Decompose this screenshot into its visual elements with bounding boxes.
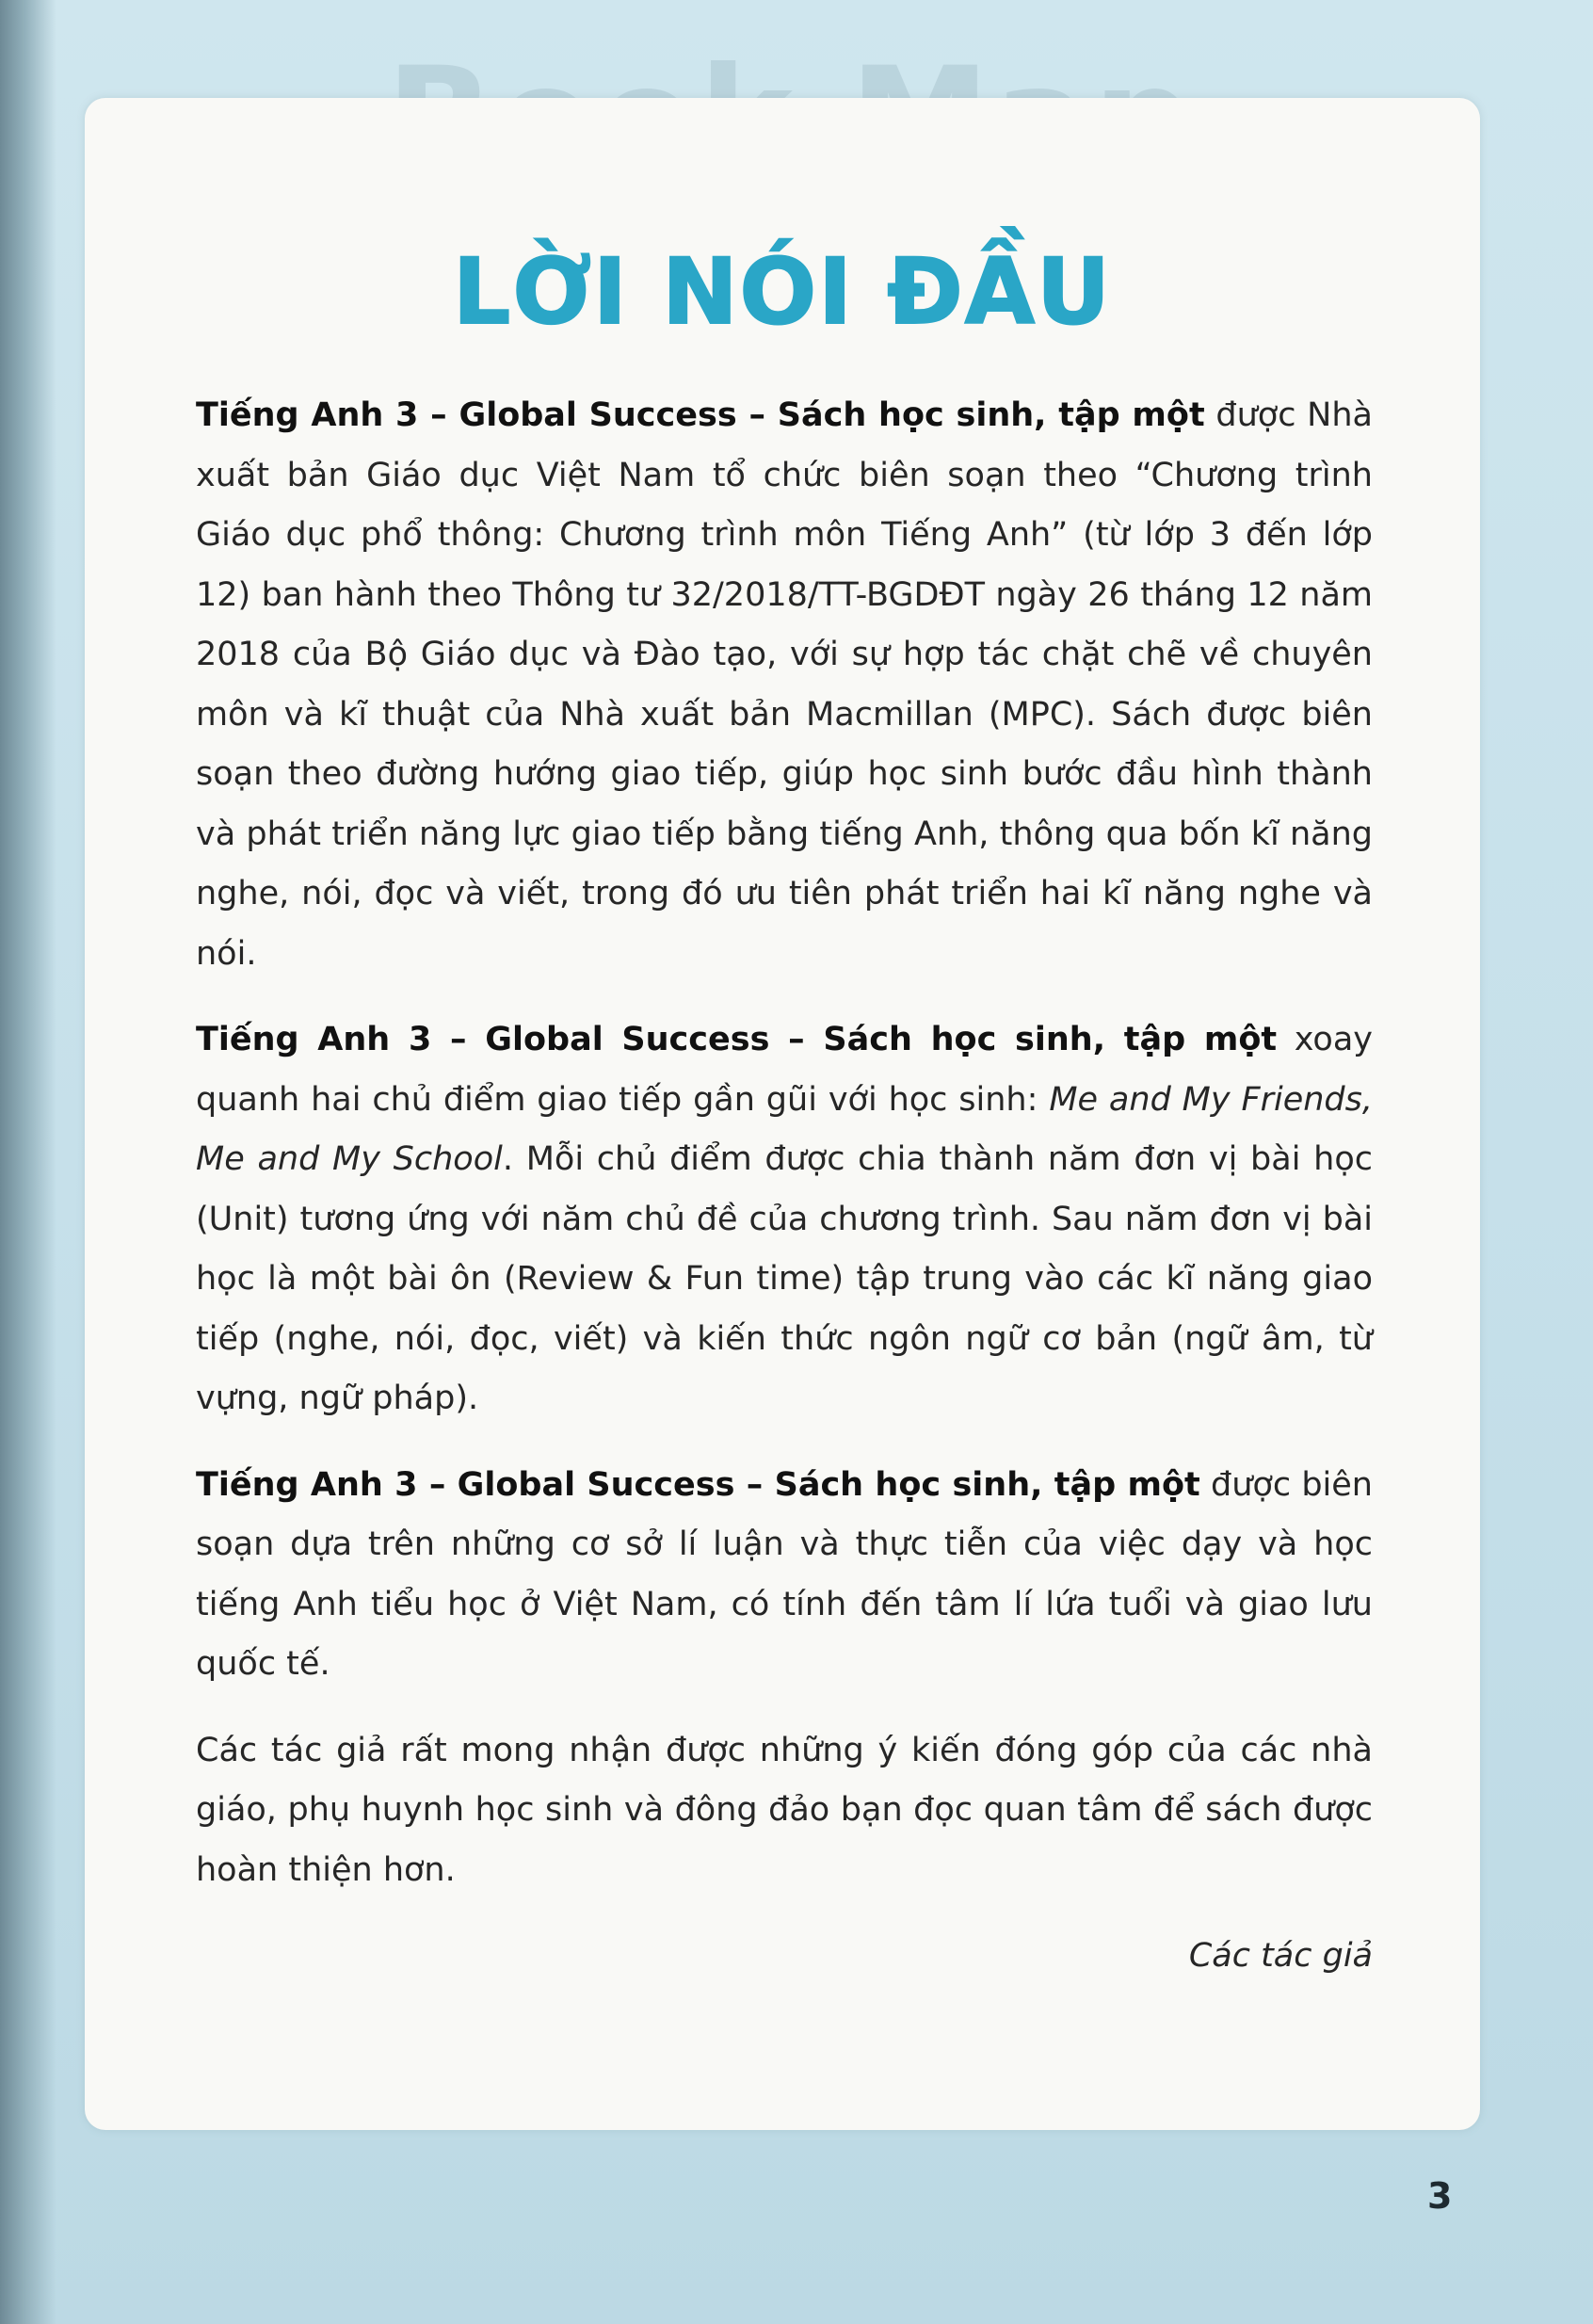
preface-card — [85, 98, 1480, 2130]
paragraph-text: được Nhà xuất bản Giáo dục Việt Nam tổ chức biên soạn theo “Chương trình Giáo dục phổ thông: Chương trình môn Tiếng Anh” (từ lớp 3 đến lớp 12) ban hành theo Thông tư 32/2018/TT-BGDĐT ngày 26 tháng 12 năm 2018 của Bộ Giáo dục và Đào tạo, với sự hợp tác chặt chẽ về chuyên môn và kĩ thuật của Nhà xuất bản Macmillan (MPC). Sách được biên soạn theo đường hướng giao tiếp, giúp học sinh bước đầu hình thành và phát triển năng lực giao tiếp bằng tiếng Anh, thông qua bốn kĩ năng nghe, nói, đọc và viết, trong đó ưu tiên phát triển hai kĩ năng nghe và nói. — [196, 396, 1373, 973]
paragraph-text: được biên soạn dựa trên những cơ sở lí luận và thực tiễn của việc dạy và học tiếng Anh tiểu học ở Việt Nam, có tính đến tâm lí lứa tuổi và giao lưu quốc tế. — [196, 1465, 1373, 1683]
paragraph-3 — [196, 1456, 1373, 1695]
paragraph-4 — [196, 1721, 1373, 1901]
book-title-bold: Tiếng Anh 3 – Global Success – Sách học sinh, tập một — [196, 1021, 1278, 1058]
theme-names-italic: Me and My Friends, Me and My School — [196, 1080, 1374, 1178]
page-binding-shadow — [0, 0, 56, 2324]
paragraph-2 — [196, 1010, 1373, 1429]
paragraph-1 — [196, 386, 1373, 984]
paragraph-text: . Mỗi chủ điểm được chia thành năm đơn vị bài học (Unit) tương ứng với năm chủ đề của chương trình. Sau năm đơn vị bài học là một bài ôn (Review & Fun time) tập trung vào các kĩ năng giao tiếp (nghe, nói, đọc, viết) và kiến thức ngôn ngữ cơ bản (ngữ âm, từ vựng, ngữ pháp). — [196, 1140, 1374, 1417]
paragraph-text: Các tác giả rất mong nhận được những ý kiến đóng góp của các nhà giáo, phụ huynh học sinh và đông đảo bạn đọc quan tâm để sách được hoàn thiện hơn. — [196, 1731, 1373, 1889]
paragraph-text: xoay quanh hai chủ điểm giao tiếp gần gũi với học sinh: — [196, 1021, 1373, 1119]
book-title-bold: Tiếng Anh 3 – Global Success – Sách học sinh, tập một — [196, 1465, 1200, 1504]
book-title-bold: Tiếng Anh 3 – Global Success – Sách học sinh, tập một — [196, 396, 1205, 434]
page-number: 3 — [1427, 2175, 1453, 2217]
page-title: LỜI NÓI ĐẦU — [453, 239, 1112, 345]
authors-signature: Các tác giả — [1188, 1937, 1373, 1975]
preface-body — [196, 386, 1373, 1987]
